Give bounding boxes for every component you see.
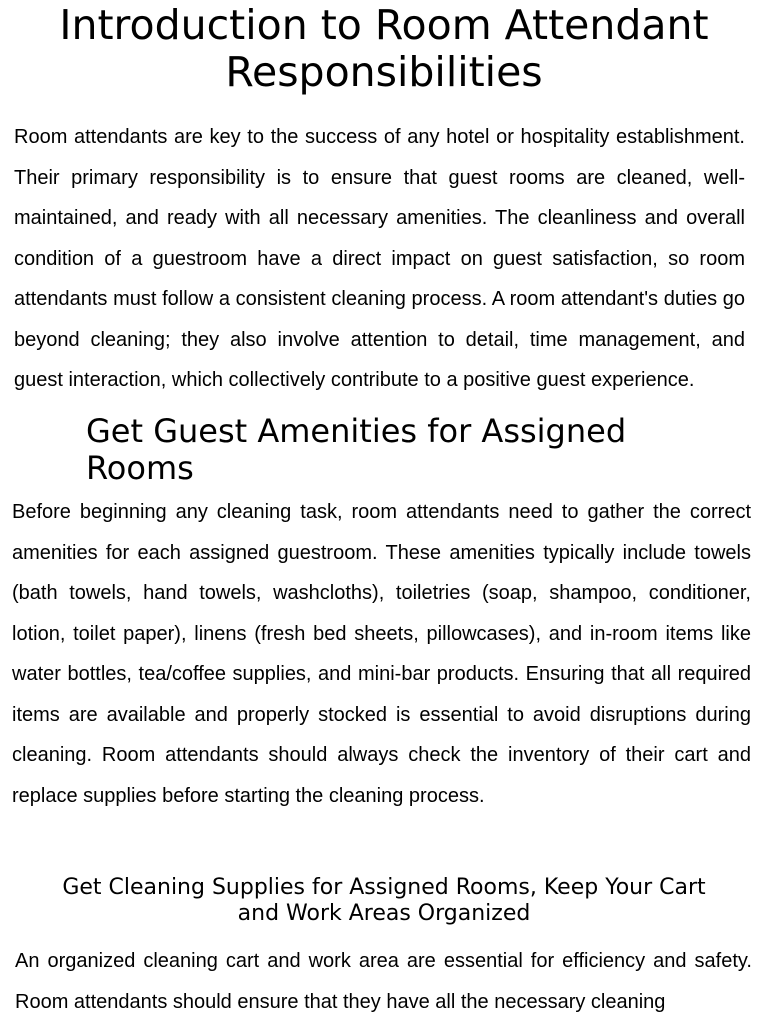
page-title: Introduction to Room Attendant Responsibilities [59,1,709,96]
cleaning-supplies-paragraph: An organized cleaning cart and work area are essential for efficiency and safety. Room attendants should ensure that they have all the necessary cleaning [15,950,752,1013]
amenities-heading: Get Guest Amenities for Assigned Rooms [86,412,627,487]
amenities-paragraph: Before beginning any cleaning task, room attendants need to gather the correct amenities for each assigned guestroom. These amenities typically include towels (bath towels, hand towels, washcloths), toiletries (soap, shampoo, conditioner, lotion, toilet paper), linens (fresh bed sheets, pillowcases), and in-room items like water bottles, tea/coffee supplies, and mini-bar products. Ensuring that all required items are available and properly stocked is essential to avoid disruptions during cleaning. Room attendants should always check the inventory of their cart and replace supplies before starting the cleaning process. [12,501,751,807]
cleaning-supplies-heading: Get Cleaning Supplies for Assigned Rooms, Keep Your Cart and Work Areas Organized [62,875,706,926]
intro-paragraph: Room attendants are key to the success of any hotel or hospitality establishment. Their primary responsibility is to ensure that guest rooms are cleaned, well-maintained, and ready with all necessary amenities. The cleanliness and overall condition of a guestroom have a direct impact on guest satisfaction, so room attendants must follow a consistent cleaning process. A room attendant's duties go beyond cleaning; they also involve attention to detail, time management, and guest interaction, which collectively contribute to a positive guest experience. [14,126,745,391]
